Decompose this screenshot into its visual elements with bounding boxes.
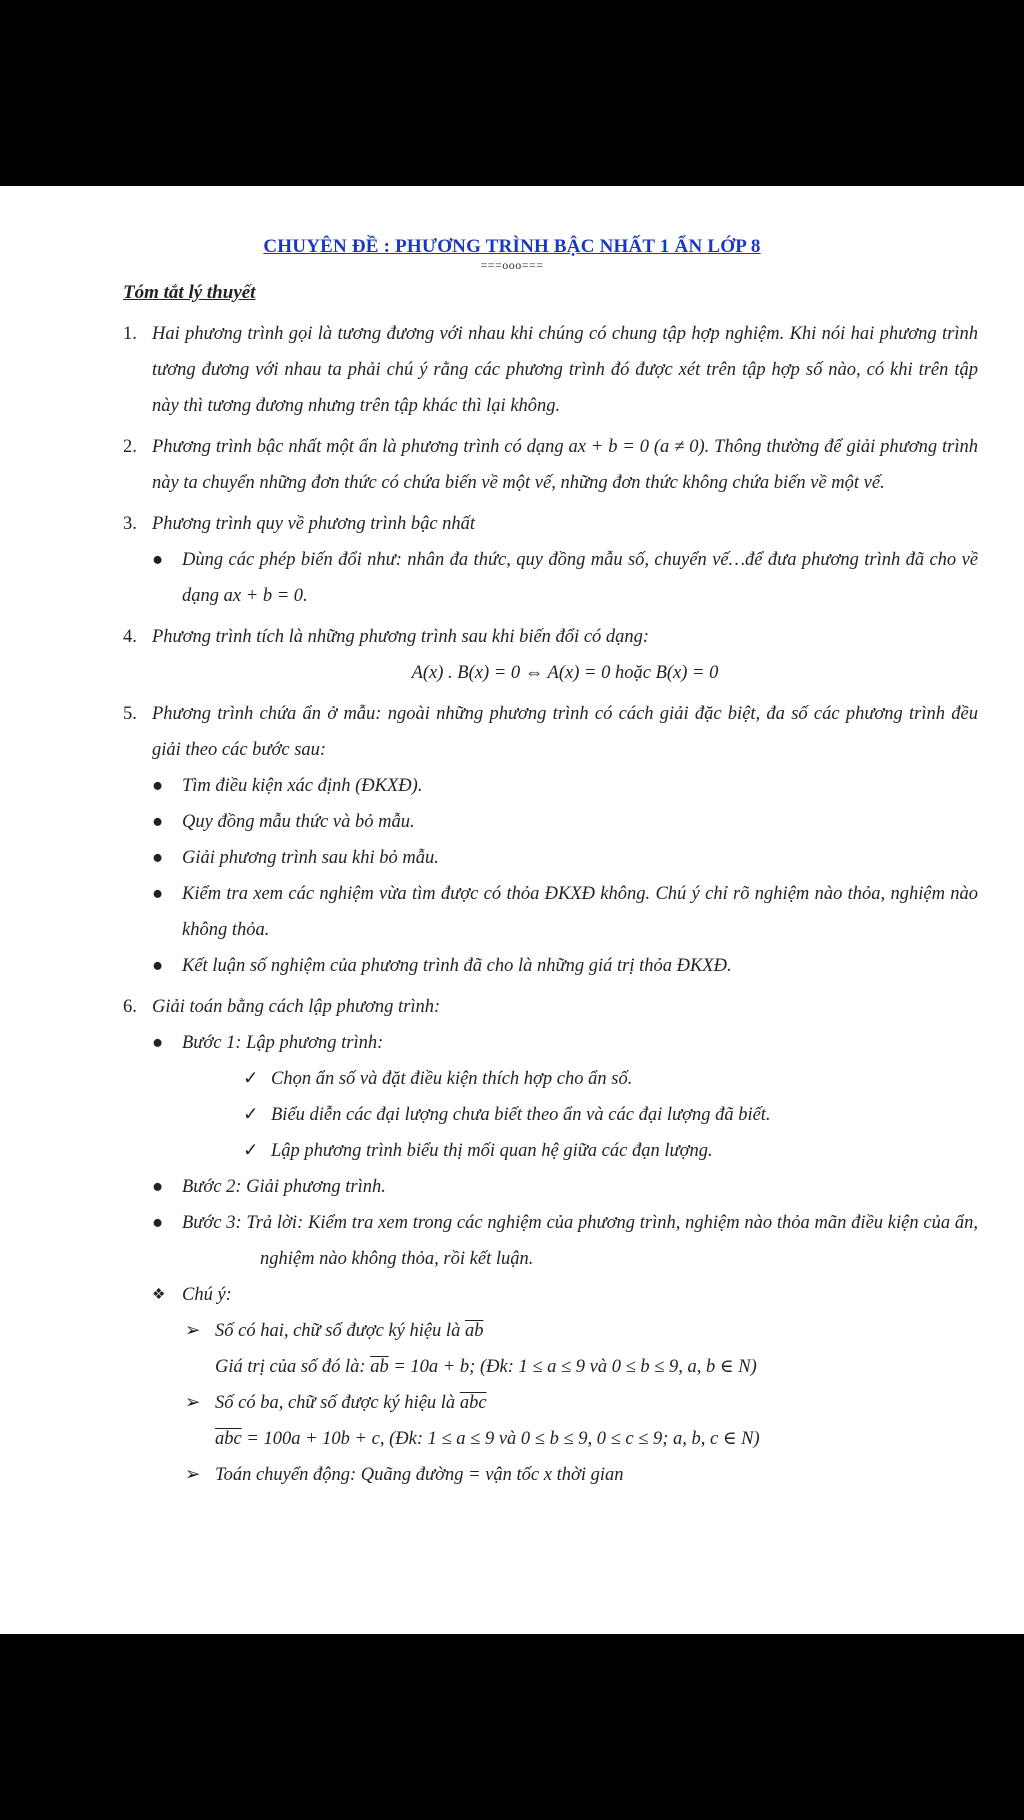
bullet-text: Giải phương trình sau khi bỏ mẫu. (182, 848, 439, 868)
item-text: Phương trình quy về phương trình bậc nhất (152, 514, 476, 534)
bullet-icon: ● (152, 1177, 164, 1197)
list-item (123, 506, 978, 542)
bullet-item (152, 948, 978, 984)
item-text: Phương trình bậc nhất một ẩn là phương trình có dạng ax + b = 0 (a ≠ 0). Thông thường để giải phương trình này ta chuyển những đơn thức có chứa biến về một vế, những đơn thức không chứa biến về một vế. (152, 437, 978, 493)
list-item (123, 696, 978, 768)
bullet-item (152, 1025, 978, 1061)
three-digit-value (215, 1421, 978, 1457)
bullet-icon: ● (152, 884, 164, 904)
item-number: 5. (123, 704, 137, 724)
item-text: Giải toán bằng cách lập phương trình: (152, 997, 441, 1017)
two-digit-value-prefix: Giá trị của số đó là: (215, 1357, 366, 1377)
bullet-item (152, 840, 978, 876)
checkmark-icon: ✓ (243, 1105, 259, 1125)
bullet-item (152, 1205, 978, 1277)
list-item (123, 989, 978, 1025)
check-item (243, 1097, 978, 1133)
note-label: Chú ý: (182, 1285, 232, 1305)
two-digit-notation (215, 1313, 978, 1349)
item-number: 3. (123, 514, 137, 534)
check-text: Chọn ẩn số và đặt điều kiện thích hợp cho ẩn số. (271, 1069, 633, 1089)
diamond-bullet-icon: ❖ (152, 1287, 166, 1303)
bullet-icon: ● (152, 1213, 164, 1233)
three-digit-value-suffix: = 100a + 10b + c, (Đk: 1 ≤ a ≤ 9 và 0 ≤ b ≤ 9, 0 ≤ c ≤ 9; a, b, c ∈ N) (246, 1429, 760, 1449)
arrow-item (185, 1313, 978, 1349)
check-item (243, 1133, 978, 1169)
note-item (152, 1277, 978, 1313)
item-number: 1. (123, 324, 137, 344)
item-text: Hai phương trình gọi là tương đương với nhau khi chúng có chung tập hợp nghiệm. Khi nói hai phương trình tương đương với nhau ta phải chú ý rằng các phương trình đó được xét trên tập hợp số nào, có khi trên tập này thì tương đương nhưng trên tập khác thì lại không. (152, 324, 978, 416)
bullet-icon: ● (152, 956, 164, 976)
item-number: 6. (123, 997, 137, 1017)
bullet-icon: ● (152, 812, 164, 832)
bullet-text: Quy đồng mẫu thức và bỏ mẫu. (182, 812, 415, 832)
list-item (123, 619, 978, 655)
bullet-text: Dùng các phép biến đổi như: nhân đa thức, quy đồng mẫu số, chuyển vế…để đưa phương trình đã cho về dạng ax + b = 0. (182, 550, 978, 606)
item-number: 4. (123, 627, 137, 647)
two-digit-label: Số có hai, chữ số được ký hiệu là (215, 1321, 461, 1341)
motion-text: Toán chuyển động: Quãng đường = vận tốc x thời gian (215, 1465, 624, 1485)
item-number: 2. (123, 437, 137, 457)
bullet-icon: ● (152, 550, 164, 570)
bullet-icon: ● (152, 776, 164, 796)
step2-text: Bước 2: Giải phương trình. (182, 1177, 386, 1197)
arrow-bullet-icon: ➢ (185, 1465, 201, 1485)
check-text: Biểu diễn các đại lượng chưa biết theo ẩn và các đại lượng đã biết. (271, 1105, 771, 1125)
bullet-item (152, 804, 978, 840)
arrow-bullet-icon: ➢ (185, 1321, 201, 1341)
bullet-item (152, 1169, 978, 1205)
page-title: CHUYÊN ĐỀ : PHƯƠNG TRÌNH BẬC NHẤT 1 ẨN LỚP 8 (263, 236, 761, 257)
bullet-item (152, 876, 978, 948)
item-text: Phương trình chứa ẩn ở mẫu: ngoài những phương trình có cách giải đặc biệt, đa số các phương trình đều giải theo các bước sau: (152, 704, 978, 760)
bullet-icon: ● (152, 1033, 164, 1053)
checkmark-icon: ✓ (243, 1141, 259, 1161)
arrow-item (185, 1385, 978, 1421)
abc-overline: $\overline{abc}$ (459, 1393, 487, 1413)
arrow-item (185, 1457, 978, 1493)
check-text: Lập phương trình biểu thị mối quan hệ giữa các đạn lượng. (271, 1141, 713, 1161)
two-digit-value (215, 1349, 978, 1385)
two-digit-value-suffix: = 10a + b; (Đk: 1 ≤ a ≤ 9 và 0 ≤ b ≤ 9, a, b ∈ N) (393, 1357, 757, 1377)
section-heading: Tóm tắt lý thuyết (123, 282, 256, 303)
bullet-item (152, 542, 978, 614)
document-page (0, 186, 1024, 1634)
bullet-item (152, 768, 978, 804)
product-equation-formula: A(x) . B(x) = 0 ⇔ A(x) = 0 hoặc B(x) = 0 (411, 663, 719, 683)
bullet-icon: ● (152, 848, 164, 868)
step3-text: Bước 3: Trả lời: Kiểm tra xem trong các nghiệm của phương trình, nghiệm nào thỏa mãn điều kiện của ẩn, nghiệm nào không thỏa, rồi kết luận. (182, 1213, 978, 1269)
item-text: Phương trình tích là những phương trình sau khi biến đổi có dạng: (152, 627, 650, 647)
theory-content (123, 316, 978, 1493)
list-item (123, 429, 978, 501)
step1-text: Bước 1: Lập phương trình: (182, 1033, 384, 1053)
check-item (243, 1061, 978, 1097)
list-item (123, 316, 978, 424)
abc-overline: $\overline{abc}$ (215, 1429, 242, 1449)
bullet-text: Tìm điều kiện xác định (ĐKXĐ). (182, 776, 423, 796)
arrow-bullet-icon: ➢ (185, 1393, 201, 1413)
three-digit-label: Số có ba, chữ số được ký hiệu là (215, 1393, 456, 1413)
title-ornament: ===ooo=== (480, 258, 544, 272)
bullet-text: Kết luận số nghiệm của phương trình đã cho là những giá trị thỏa ĐKXĐ. (182, 956, 732, 976)
three-digit-notation (215, 1385, 978, 1421)
ab-overline: $\overline{ab}$ (464, 1321, 484, 1341)
checkmark-icon: ✓ (243, 1069, 259, 1089)
ab-overline: $\overline{ab}$ (370, 1357, 389, 1377)
bullet-text: Kiểm tra xem các nghiệm vừa tìm được có thỏa ĐKXĐ không. Chú ý chỉ rõ nghiệm nào thỏa, nghiệm nào không thỏa. (182, 884, 978, 940)
